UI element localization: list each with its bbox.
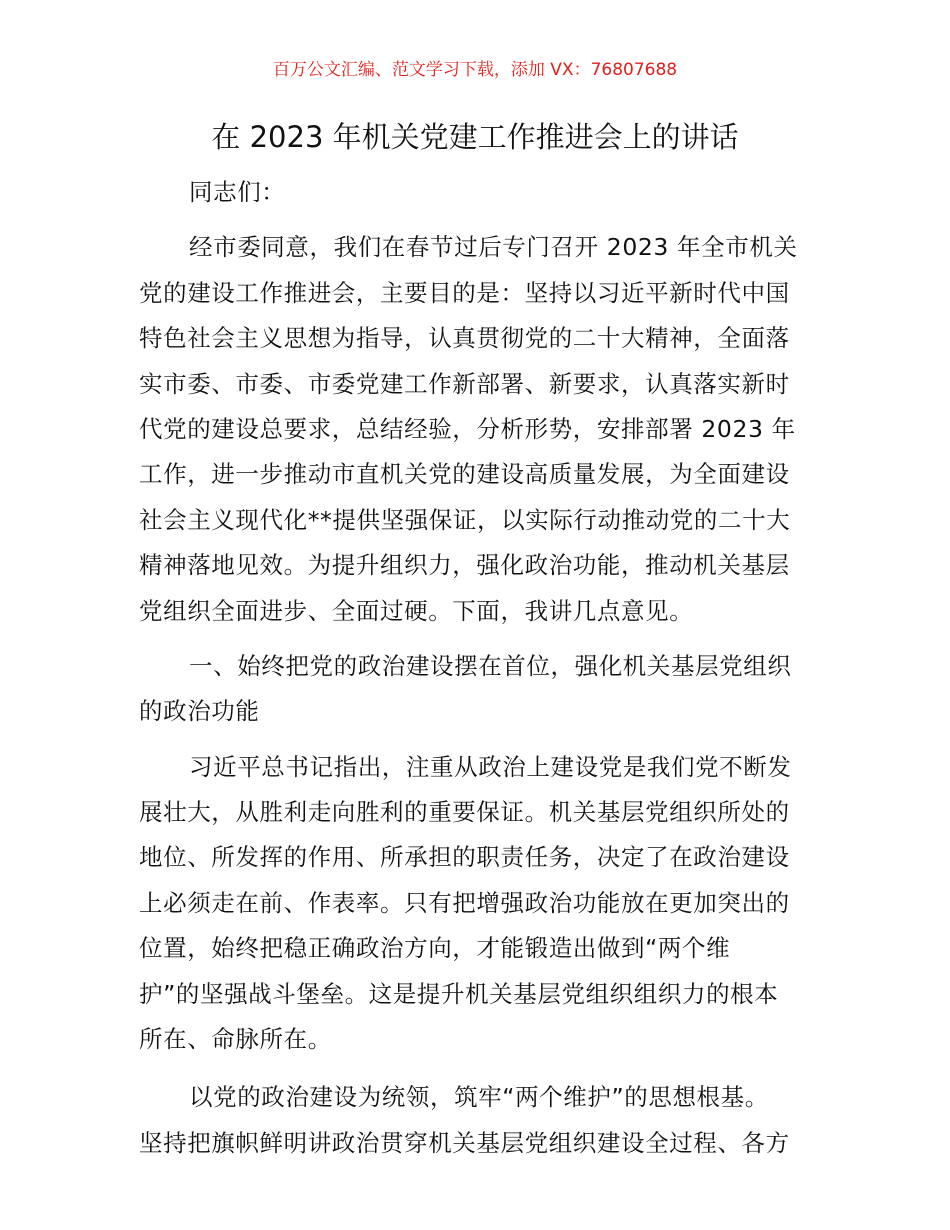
paragraph-line: 社会主义现代化**提供坚强保证，以实际行动推动党的二十大 bbox=[139, 505, 791, 534]
paragraph-line: 习近平总书记指出，注重从政治上建设党是我们党不断发 bbox=[189, 752, 792, 781]
paragraph-3 bbox=[139, 1075, 814, 1166]
paragraph-line: 坚持把旗帜鲜明讲政治贯穿机关基层党组织建设全过程、各方 bbox=[139, 1128, 790, 1157]
salutation: 同志们： bbox=[189, 178, 286, 206]
paragraph-line: 护”的坚强战斗堡垒。这是提升机关基层党组织组织力的根本 bbox=[139, 979, 779, 1008]
paragraph-line: 党的建设工作推进会，主要目的是：坚持以习近平新时代中国 bbox=[139, 278, 790, 307]
section-heading-1 bbox=[139, 644, 814, 735]
heading-line: 一、始终把党的政治建设摆在首位，强化机关基层党组织 bbox=[189, 651, 792, 680]
paragraph-line: 特色社会主义思想为指导，认真贯彻党的二十大精神，全面落 bbox=[139, 324, 790, 353]
paragraph-line: 代党的建设总要求，总结经验，分析形势，安排部署 2023 年 bbox=[139, 414, 796, 443]
paragraph-line: 精神落地见效。为提升组织力，强化政治功能，推动机关基层 bbox=[139, 551, 790, 580]
paragraph-line: 工作，进一步推动市直机关党的建设高质量发展，为全面建设 bbox=[139, 460, 790, 489]
paragraph-line: 党组织全面进步、全面过硬。下面，我讲几点意见。 bbox=[139, 596, 694, 625]
paragraph-2 bbox=[139, 745, 814, 1063]
header-banner: 百万公文汇编、范文学习下载，添加 VX：76807688 bbox=[272, 60, 678, 80]
document-body bbox=[139, 170, 814, 1166]
paragraph-line: 所在、命脉所在。 bbox=[139, 1025, 332, 1054]
paragraph-1 bbox=[139, 225, 814, 634]
heading-line: 的政治功能 bbox=[139, 697, 260, 726]
paragraph-line: 以党的政治建设为统领，筑牢“两个维护”的思想根基。 bbox=[189, 1083, 769, 1112]
paragraph-line: 实市委、市委、市委党建工作新部署、新要求，认真落实新时 bbox=[139, 369, 790, 398]
document-title: 在 2023 年机关党建工作推进会上的讲话 bbox=[211, 120, 739, 154]
paragraph-line: 展壮大，从胜利走向胜利的重要保证。机关基层党组织所处的 bbox=[139, 798, 790, 827]
paragraph-line: 经市委同意，我们在春节过后专门召开 2023 年全市机关 bbox=[189, 233, 798, 262]
paragraph-line: 地位、所发挥的作用、所承担的职责任务，决定了在政治建设 bbox=[139, 843, 790, 872]
paragraph-line: 上必须走在前、作表率。只有把增强政治功能放在更加突出的 bbox=[139, 888, 790, 917]
paragraph-line: 位置，始终把稳正确政治方向，才能锻造出做到“两个维 bbox=[139, 934, 731, 963]
